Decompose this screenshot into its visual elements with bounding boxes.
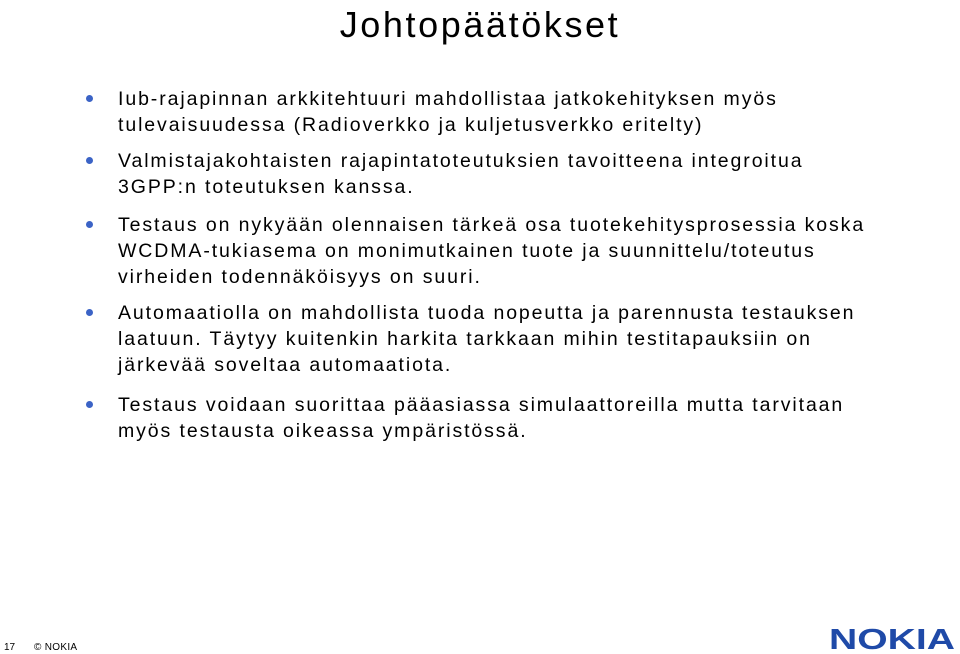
bullet-item bbox=[84, 148, 884, 200]
bullet-dot-icon bbox=[86, 309, 93, 316]
bullet-item bbox=[84, 300, 884, 378]
bullet-text-line: myös testausta oikeassa ympäristössä. bbox=[118, 420, 528, 442]
bullet-dot-icon bbox=[86, 221, 93, 228]
bullet-text-line: 3GPP:n toteutuksen kanssa. bbox=[118, 176, 415, 198]
bullet-dot-icon bbox=[86, 157, 93, 164]
bullet-text-line: Valmistajakohtaisten rajapintatoteutuksien tavoitteena integroitua bbox=[118, 150, 804, 172]
bullet-list bbox=[84, 86, 884, 454]
bullet-text-line: laatuun. Täytyy kuitenkin harkita tarkkaan mihin testitapauksiin on bbox=[118, 328, 812, 350]
copyright-notice: © NOKIA bbox=[34, 642, 78, 653]
bullet-item bbox=[84, 392, 884, 444]
bullet-item bbox=[84, 86, 884, 138]
nokia-logo-text: NOKIA bbox=[829, 626, 956, 652]
bullet-text-line: tulevaisuudessa (Radioverkko ja kuljetusverkko eritelty) bbox=[118, 114, 704, 136]
bullet-dot-icon bbox=[86, 95, 93, 102]
bullet-text-line: WCDMA-tukiasema on monimutkainen tuote ja suunnittelu/toteutus bbox=[118, 240, 816, 262]
bullet-text-line: Iub-rajapinnan arkkitehtuuri mahdollistaa jatkokehityksen myös bbox=[118, 88, 778, 110]
bullet-text-line: Testaus on nykyään olennaisen tärkeä osa tuotekehitysprosessia koska bbox=[118, 214, 866, 236]
bullet-text-line: Automaatiolla on mahdollista tuoda nopeutta ja parennusta testauksen bbox=[118, 302, 856, 324]
bullet-text-line: virheiden todennäköisyys on suuri. bbox=[118, 266, 482, 288]
bullet-text-line: järkevää soveltaa automaatiota. bbox=[118, 354, 453, 376]
slide-title: Johtopäätökset bbox=[339, 4, 621, 45]
bullet-item bbox=[84, 212, 884, 290]
bullet-text-line: Testaus voidaan suorittaa pääasiassa simulaattoreilla mutta tarvitaan bbox=[118, 394, 845, 416]
bullet-dot-icon bbox=[86, 401, 93, 408]
nokia-logo bbox=[828, 626, 956, 652]
page-number: 17 bbox=[4, 642, 16, 653]
